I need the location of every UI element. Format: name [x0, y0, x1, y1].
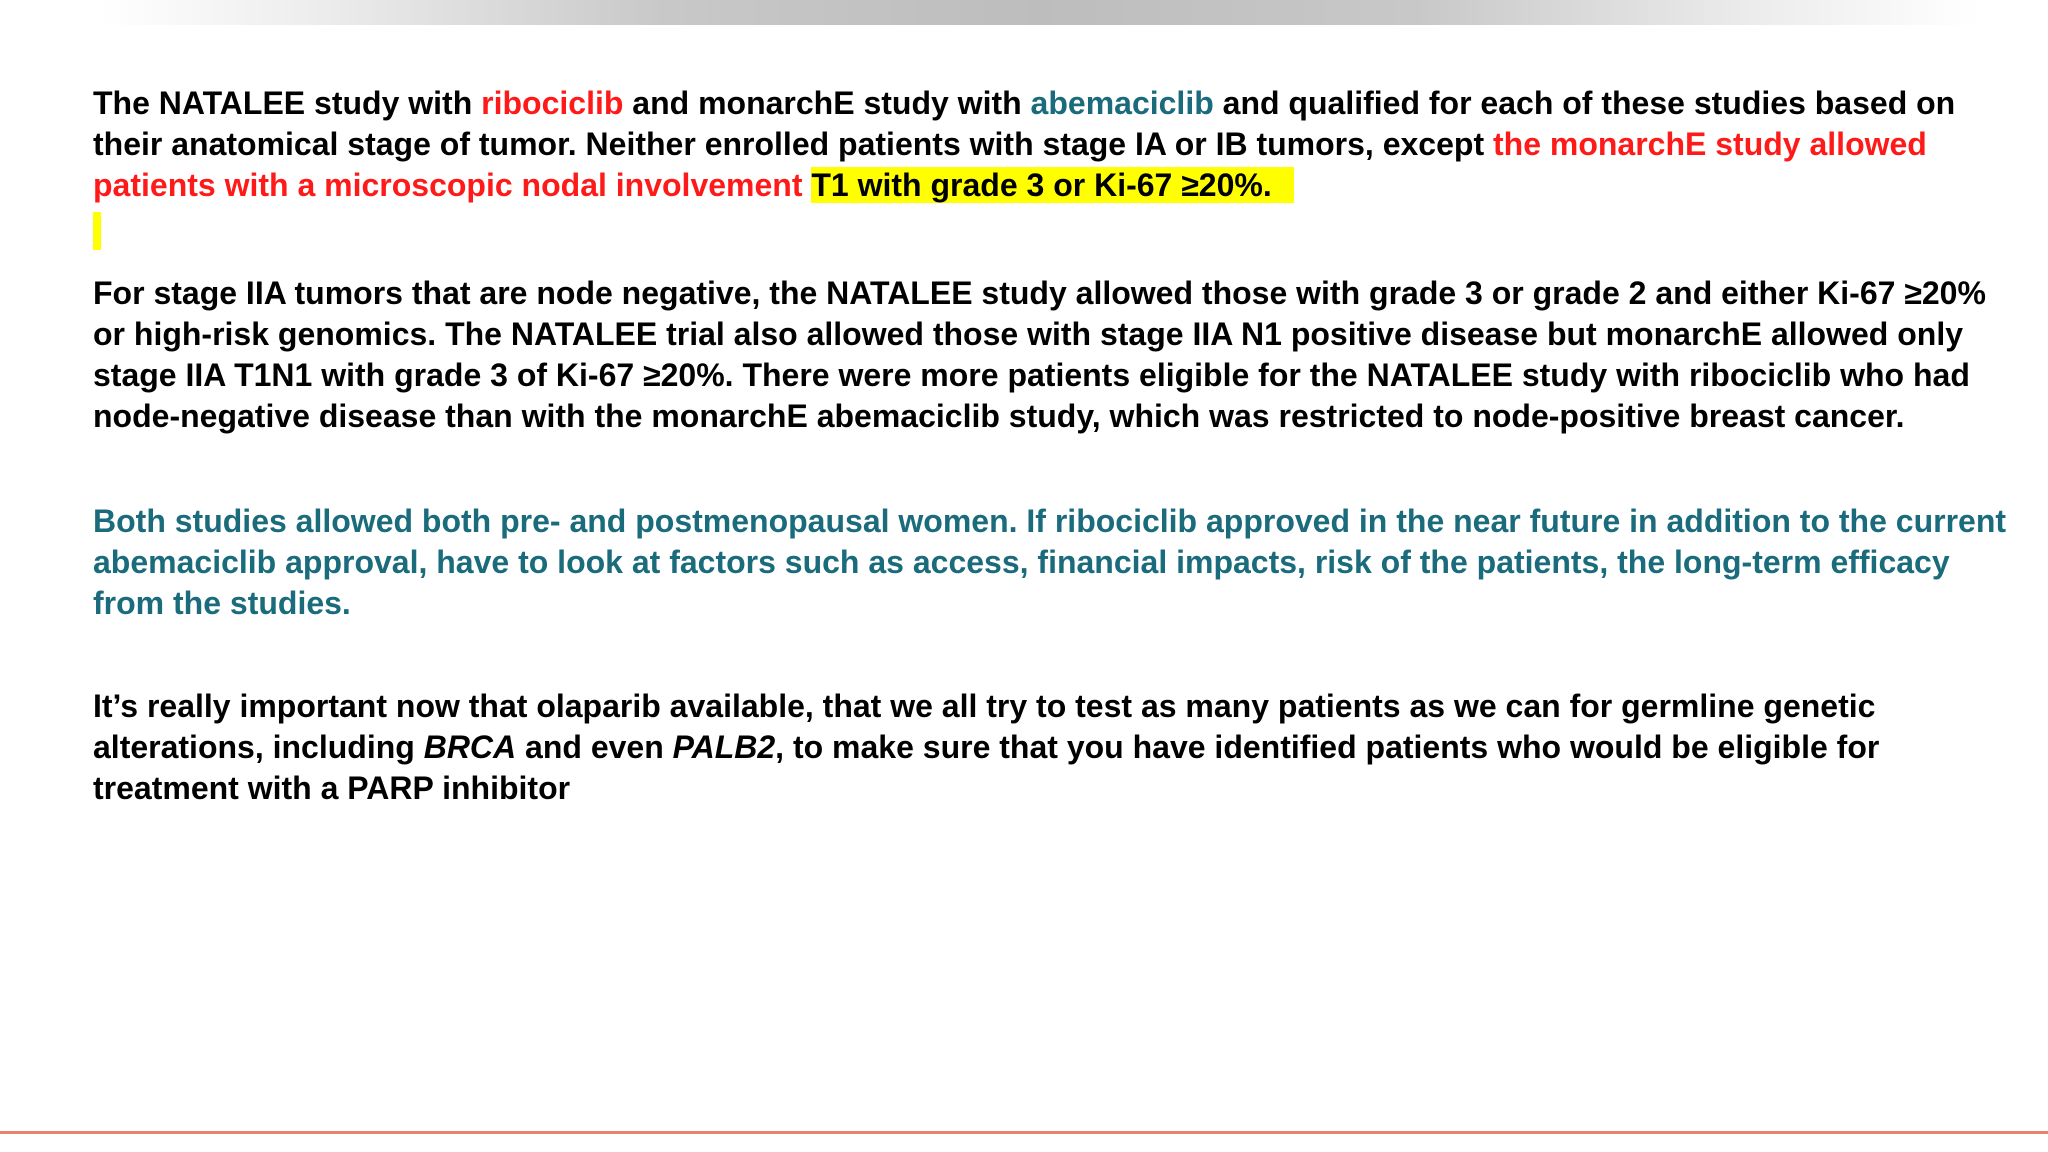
abemaciclib-term: abemaciclib [1030, 85, 1214, 121]
p1-text-3: and qualified for each of these studies based on their anatomical stage of tumor. Neither enrolled patients with stage IA or IB tumors, except [93, 85, 1956, 162]
top-gradient-bar [100, 0, 1980, 25]
text-cursor-highlight [93, 212, 101, 250]
paragraph-stage-iia: For stage IIA tumors that are node negative, the NATALEE study allowed those with grade 3 or grade 2 and either Ki-67 ≥20% or high-risk genomics. The NATALEE trial also allowed those with stage IIA N1 positive disease but monarchE allowed only stage IIA T1N1 with grade 3 of Ki-67 ≥20%. There were more patients eligible for the NATALEE study with ribociclib who had node-negative disease than with the monarchE abemaciclib study, which was restricted to node-positive breast cancer. [93, 275, 1986, 434]
highlighted-criteria: T1 with grade 3 or Ki-67 ≥20%. [811, 167, 1293, 203]
monarche-exception-text: the monarchE study allowed patients with a microscopic nodal involvement [93, 126, 1927, 203]
paragraph-natalee-monarche [93, 83, 2013, 206]
brca-term: BRCA [423, 729, 517, 765]
p4-text-1: It’s really important now that olaparib available, that we all try to test as many patients as we can for germline genetic alterations, including [93, 688, 1876, 765]
p4-text-2: and even [516, 729, 673, 765]
paragraph-olaparib [93, 686, 2013, 809]
p1-text-1: The NATALEE study with [93, 85, 482, 121]
cursor-row [93, 212, 2013, 253]
palb2-term: PALB2 [672, 729, 776, 765]
paragraph-menopausal: Both studies allowed both pre- and postmenopausal women. If ribociclib approved in the near future in addition to the current abemaciclib approval, have to look at factors such as access, financial impacts, risk of the patients, the long-term efficacy from the studies. [93, 503, 2007, 621]
p1-text-2: and monarchE study with [623, 85, 1031, 121]
bottom-divider [0, 1131, 2048, 1134]
ribociclib-term: ribociclib [481, 85, 624, 121]
p4-text-3: , to make sure that you have identified patients who would be eligible for treatment with a PARP inhibitor [93, 729, 1880, 806]
slide-body [93, 83, 2013, 809]
